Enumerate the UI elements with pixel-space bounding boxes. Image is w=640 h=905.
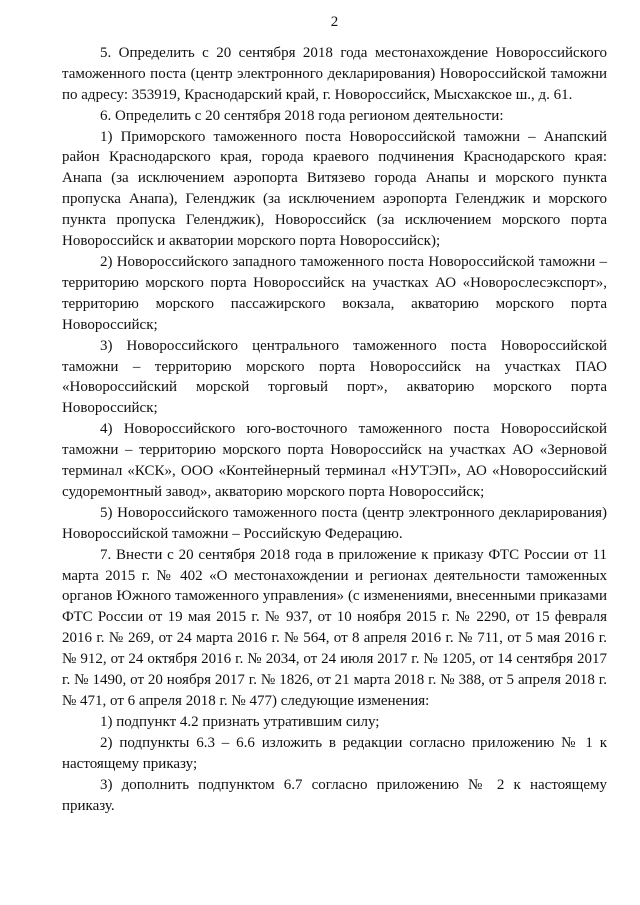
- paragraph-7-item-3: 3) дополнить подпунктом 6.7 согласно приложению № 2 к настоящему приказу.: [62, 776, 607, 814]
- paragraph-7-item-2: 2) подпункты 6.3 – 6.6 изложить в редакции согласно приложению № 1 к настоящему приказу;: [62, 734, 607, 772]
- paragraph-6-item-5: 5) Новороссийского таможенного поста (центр электронного декларирования) Новороссийской таможни – Российскую Федерацию.: [62, 504, 607, 542]
- paragraph-7-amendments: 7. Внести с 20 сентября 2018 года в приложение к приказу ФТС России от 11 марта 2015 г. № 402 «О местонахождении и регионах деятельности таможенных органов Южного таможенного управления» (с изменениями, внесенными приказами ФТС России от 19 мая 2015 г. № 937, от 10 ноября 2015 г. № 2290, от 15 февраля 2016 г. № 269, от 24 марта 2016 г. № 564, от 8 апреля 2016 г. № 711, от 5 мая 2016 г. № 912, от 24 октября 2016 г. № 2034, от 24 июля 2017 г. № 1205, от 14 сентября 2017 г. № 1490, от 20 ноября 2017 г. № 1826, от 21 марта 2018 г. № 388, от 5 апреля 2018 г. № 471, от 6 апреля 2018 г. № 477) следующие изменения:: [62, 546, 607, 709]
- paragraph-6-item-1: 1) Приморского таможенного поста Новороссийской таможни – Анапский район Краснодарского края, города краевого подчинения Краснодарского края: Анапа (за исключением аэропорта Витязево города Анапы и морского пункта пропуска Анапа), Геленджик (за исключением аэропорта Геленджик и морского пункта пропуска Геленджик), Новороссийск (за исключением морского порта Новороссийск и акватории морского порта Новороссийск);: [62, 128, 607, 250]
- paragraph-6-item-3: 3) Новороссийского центрального таможенного поста Новороссийской таможни – территорию морского порта Новороссийск на участках ПАО «Новороссийский морской торговый порт», акваторию морского порта Новороссийск;: [62, 337, 607, 417]
- document-page: [62, 12, 607, 816]
- paragraph-5-location: 5. Определить с 20 сентября 2018 года местонахождение Новороссийского таможенного поста (центр электронного декларирования) Новороссийской таможни по адресу: 353919, Краснодарский край, г. Новороссийск, Мысхакское ш., д. 61.: [62, 44, 607, 103]
- paragraph-7-item-1: 1) подпункт 4.2 признать утратившим силу;: [100, 713, 380, 730]
- paragraph-6-item-4: 4) Новороссийского юго-восточного таможенного поста Новороссийской таможни – территорию морского порта Новороссийск на участках АО «Зерновой терминал «КСК», ООО «Контейнерный терминал «НУТЭП», АО «Новороссийский судоремонтный завод», акваторию морского порта Новороссийск;: [62, 421, 607, 500]
- paragraph-6-heading: 6. Определить с 20 сентября 2018 года регионом деятельности:: [100, 107, 504, 124]
- paragraph-6-item-2: 2) Новороссийского западного таможенного поста Новороссийской таможни – территорию морского порта Новороссийск на участках АО «Новорослесэкспорт», территорию морского пассажирского вокзала, акваторию морского порта Новороссийск;: [62, 253, 607, 333]
- page-number: 2: [330, 14, 339, 30]
